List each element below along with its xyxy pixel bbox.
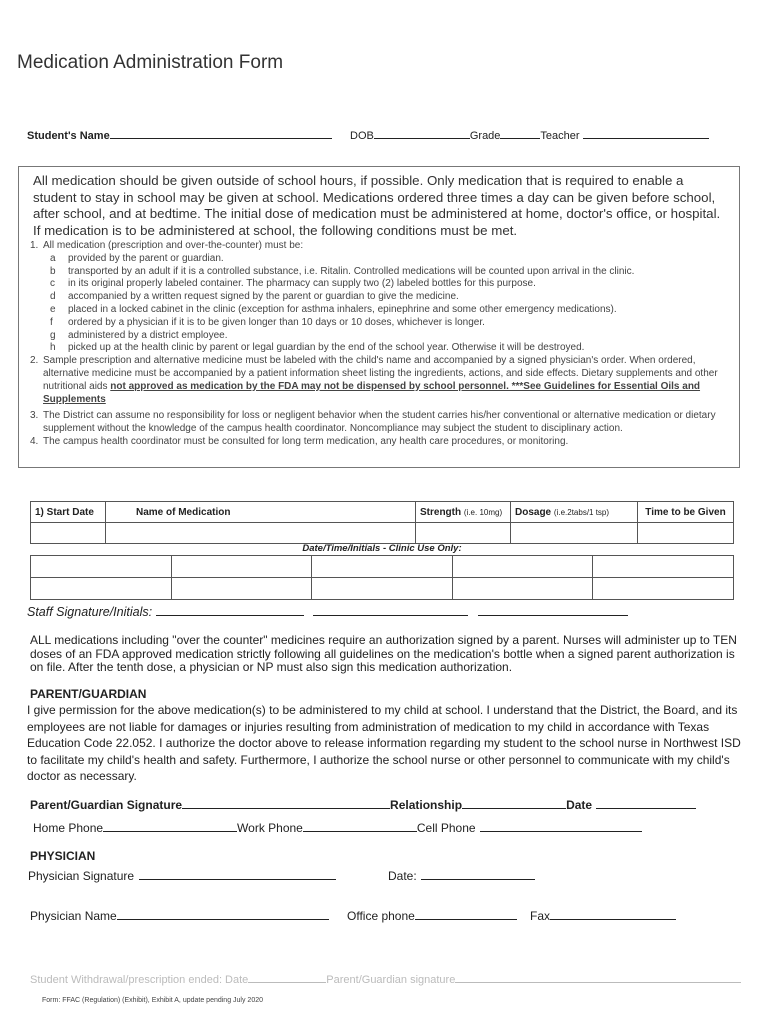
condition-text: The District can assume no responsibility for loss or negligent behavior when the student carries his/her conventional or alternative medication or dietary supplement without the knowledge of the campus health coordinator. Noncompliance may subject the student to disciplinary action.	[43, 410, 716, 435]
strength-label: Strength	[420, 506, 462, 518]
student-name-field[interactable]	[110, 126, 332, 139]
fax-field[interactable]	[550, 907, 676, 920]
table-header-row	[31, 502, 734, 523]
work-phone-label: Work Phone	[237, 821, 303, 835]
parent-signature-row	[30, 796, 696, 812]
dob-label: DOB	[350, 130, 374, 142]
parent-signature-label: Parent/Guardian Signature	[30, 798, 183, 812]
condition-text: All medication (prescription and over-the-counter) must be:	[43, 240, 304, 251]
strength-cell[interactable]	[416, 523, 511, 544]
physician-date-row	[388, 867, 535, 883]
condition-sub-d	[30, 291, 730, 304]
clinic-table	[30, 555, 734, 600]
home-phone-field[interactable]	[103, 819, 237, 832]
condition-sub-h	[30, 342, 730, 355]
parent-heading: PARENT/GUARDIAN	[30, 687, 147, 701]
student-details-row	[350, 126, 709, 142]
condition-sub-c	[30, 278, 730, 291]
physician-signature-row	[28, 867, 336, 883]
fax-label: Fax	[530, 909, 551, 923]
page-title: Medication Administration Form	[17, 52, 284, 73]
condition-1	[30, 240, 730, 253]
parent-date-label: Date	[566, 798, 593, 812]
sub-text: in its original properly labeled container. The pharmacy can supply two (2) labeled bottles for this purpose.	[68, 278, 536, 290]
sub-letter: d	[50, 291, 56, 303]
condition-2	[30, 355, 730, 406]
table-row	[31, 578, 734, 600]
conditions-list	[30, 240, 730, 449]
sub-text: administered by a district employee.	[68, 329, 228, 341]
clinic-cell[interactable]	[312, 556, 453, 578]
physician-name-label: Physician Name	[30, 909, 117, 923]
withdrawal-signature-label: Parent/Guardian signature	[326, 974, 456, 986]
parent-signature-field[interactable]	[182, 796, 390, 809]
staff-signature-row: Staff Signature/Initials:	[27, 603, 628, 619]
withdrawal-row	[30, 970, 741, 986]
sub-letter: c	[50, 278, 55, 290]
medication-table	[30, 501, 734, 544]
start-date-cell[interactable]	[31, 523, 106, 544]
clinic-use-label: Date/Time/Initials - Clinic Use Only:	[302, 543, 462, 554]
staff-signature-field-2[interactable]	[313, 603, 468, 616]
fax-row	[530, 907, 676, 923]
cell-phone-label: Cell Phone	[416, 821, 476, 835]
strength-hint: (i.e. 10mg)	[463, 507, 503, 517]
office-phone-row	[347, 907, 517, 923]
medication-name-header: Name of Medication	[106, 502, 416, 523]
clinic-cell[interactable]	[452, 578, 593, 600]
condition-sub-b	[30, 266, 730, 279]
strength-header	[416, 502, 511, 523]
staff-signature-label: Staff Signature/Initials	[27, 605, 149, 619]
parent-date-field[interactable]	[596, 796, 696, 809]
condition-number: 1.	[30, 240, 39, 251]
time-header: Time to be Given	[638, 502, 734, 523]
student-name-label: Student's Name	[27, 130, 110, 142]
withdrawal-signature-field[interactable]	[455, 970, 741, 983]
table-row	[31, 523, 734, 544]
condition-4	[30, 436, 730, 449]
physician-signature-label: Physician Signature	[28, 869, 135, 883]
staff-signature-field-3[interactable]	[478, 603, 628, 616]
phone-row	[33, 819, 642, 835]
teacher-field[interactable]	[583, 126, 709, 139]
clinic-cell[interactable]	[593, 556, 734, 578]
student-name-row	[27, 126, 332, 142]
dosage-cell[interactable]	[511, 523, 638, 544]
grade-field[interactable]	[500, 126, 540, 139]
physician-date-label: Date:	[388, 869, 417, 883]
sub-letter: b	[50, 265, 56, 277]
physician-date-field[interactable]	[421, 867, 535, 880]
home-phone-label: Home Phone	[33, 821, 104, 835]
clinic-cell[interactable]	[171, 556, 312, 578]
withdrawal-label: Student Withdrawal/prescription ended: Date	[30, 974, 249, 986]
intro-text: All medication should be given outside of school hours, if possible. Only medication that is required to enable a student to stay in school may be given at school. Medications ordered three times a day can be given before school, after school, and at bedtime. The initial dose of medication must be administered at home, doctor's office, or hospital. If medication is to be administered at school, the following conditions must be met.	[33, 173, 721, 238]
clinic-cell[interactable]	[31, 578, 172, 600]
work-phone-field[interactable]	[303, 819, 417, 832]
authorization-note: ALL medications including "over the counter" medicines require an authorization signed by a parent. Nurses will administer up to TEN doses of an FDA approved medication strictly following all guidelines on the medication's bottle when a signed parent authorization is on file. After the tenth dose, a physician or NP must also sign this medication authorization.	[30, 633, 737, 674]
fda-warning: not approved as medication by the FDA may not be dispensed by school personnel. ***See Guidelines for Essential Oils and Supplements	[43, 380, 701, 405]
start-date-header: 1) Start Date	[31, 502, 106, 523]
relationship-field[interactable]	[462, 796, 566, 809]
condition-text: The campus health coordinator must be consulted for long term medication, any health care procedures, or monitoring.	[43, 435, 569, 447]
physician-name-row	[30, 907, 329, 923]
condition-sub-a	[30, 253, 730, 266]
grade-label: Grade	[469, 130, 501, 142]
condition-number: 4.	[30, 435, 39, 447]
physician-heading: PHYSICIAN	[30, 849, 96, 863]
condition-sub-g	[30, 330, 730, 343]
sub-text: picked up at the health clinic by parent or legal guardian by the end of the school year. Otherwise it will be destroyed.	[68, 342, 585, 354]
clinic-cell[interactable]	[452, 556, 593, 578]
condition-sub-f	[30, 317, 730, 330]
sub-letter: h	[50, 342, 56, 354]
clinic-cell[interactable]	[31, 556, 172, 578]
withdrawal-date-field[interactable]	[248, 970, 326, 983]
condition-text: Sample prescription and alternative medicine must be labeled with the child's name and accompanied by a signed physician's order. When ordered, alternative medicine must be accompanied by a patient information sheet listing the ingredients, actions, and side effects. Dietary supplements and other nutritional aids	[43, 355, 718, 392]
cell-phone-field[interactable]	[480, 819, 642, 832]
medication-name-cell[interactable]	[106, 523, 416, 544]
sub-text: provided by the parent or guardian.	[68, 252, 224, 264]
sub-letter: e	[50, 303, 56, 315]
condition-number: 3.	[30, 410, 39, 422]
parent-permission-text: I give permission for the above medication(s) to be administered to my child at school. I understand that the District, the Board, and its employees are not liable for damages or injuries resulting from administration of medication to my child in accordance with Texas Education Code 22.052. I authorize the doctor above to release information regarding my student to the school nurse in Northwest ISD to facilitate my child's health and safety. Furthermore, I authorize the school nurse or other personnel to communicate with my child's doctor as necessary.	[27, 703, 741, 783]
clinic-cell[interactable]	[171, 578, 312, 600]
clinic-cell[interactable]	[593, 578, 734, 600]
sub-text: ordered by a physician if it is to be given longer than 10 days or 10 doses, whichever is longer.	[68, 316, 485, 328]
dosage-label: Dosage	[515, 506, 552, 518]
condition-number: 2.	[30, 355, 39, 367]
office-phone-label: Office phone	[347, 909, 415, 923]
physician-name-field[interactable]	[117, 907, 329, 920]
sub-letter: f	[50, 316, 53, 328]
dosage-header	[511, 502, 638, 523]
form-footer: Form: FFAC (Regulation) (Exhibit), Exhibit A, update pending July 2020	[42, 997, 263, 1004]
physician-signature-field[interactable]	[139, 867, 336, 880]
table-row	[31, 556, 734, 578]
condition-sub-e	[30, 304, 730, 317]
sub-text: transported by an adult if it is a controlled substance, i.e. Ritalin. Controlled medications will be counted upon arrival in the clinic.	[68, 265, 635, 277]
office-phone-field[interactable]	[415, 907, 517, 920]
sub-text: accompanied by a written request signed by the parent or guardian to give the medicine.	[68, 291, 459, 303]
sub-letter: a	[50, 252, 56, 264]
sub-letter: g	[50, 329, 56, 341]
condition-3	[30, 410, 730, 436]
teacher-label: Teacher	[540, 130, 580, 142]
relationship-label: Relationship	[390, 798, 463, 812]
dob-field[interactable]	[374, 126, 470, 139]
staff-signature-field-1[interactable]	[156, 603, 304, 616]
dosage-hint: (i.e.2tabs/1 tsp)	[553, 507, 610, 517]
clinic-cell[interactable]	[312, 578, 453, 600]
time-cell[interactable]	[638, 523, 734, 544]
sub-text: placed in a locked cabinet in the clinic (exception for asthma inhalers, epinephrine and some other emergency medications).	[68, 303, 617, 315]
